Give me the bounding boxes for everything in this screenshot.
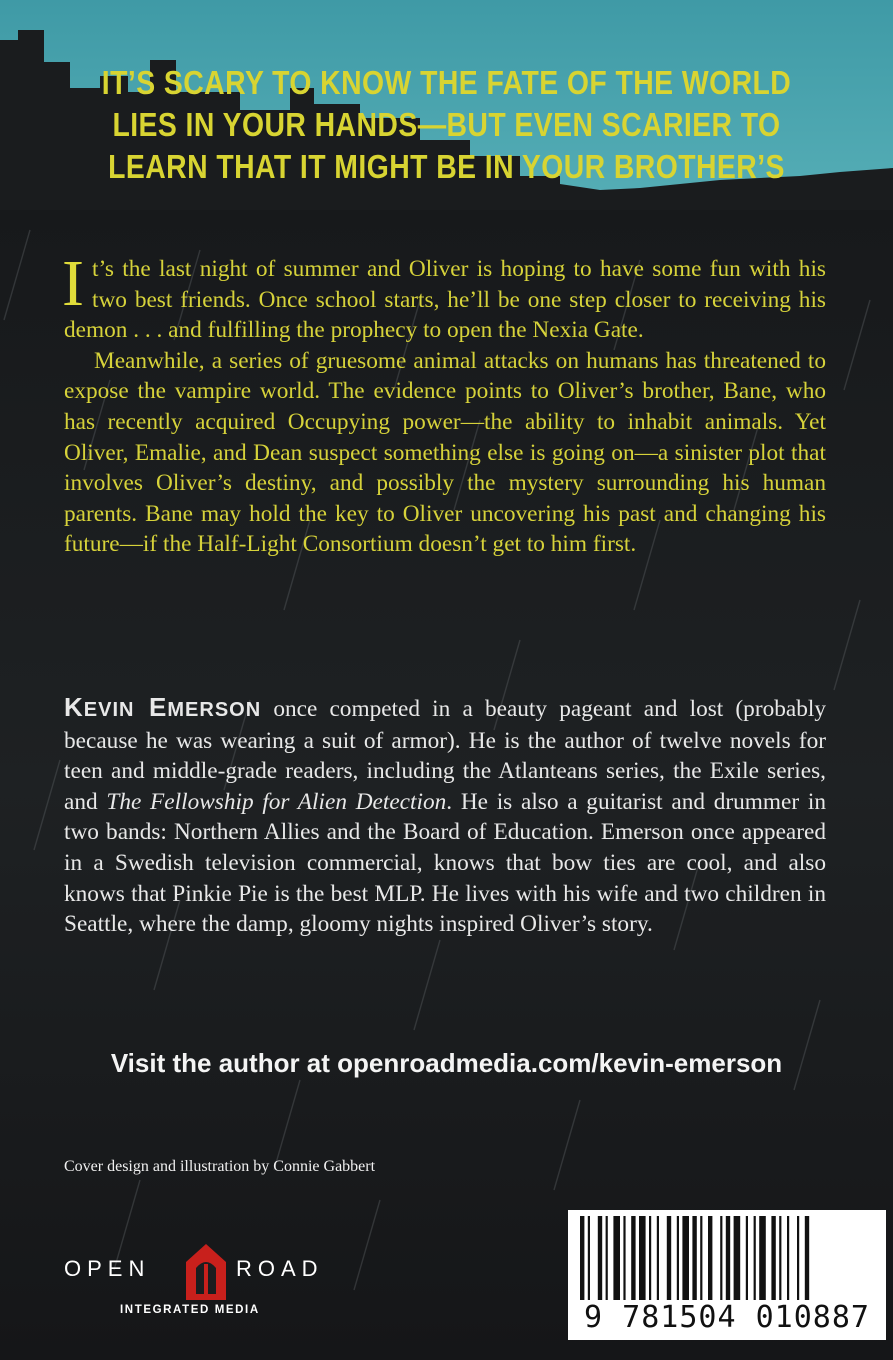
barcode-bar: [667, 1216, 671, 1300]
bio-text-1: once competed in a beauty pageant and lost (probably because he was wearing a suit of armor). He is the author of twelve novels for teen and middle-grade readers, including the Atlanteans series, the Exile series, and: [64, 696, 826, 815]
isbn-barcode: [568, 1210, 886, 1340]
author-name-first-rest: EVIN: [83, 699, 135, 721]
barcode-bar: [631, 1216, 635, 1300]
barcode-bar: [805, 1216, 809, 1300]
tagline-line-2: LIES IN YOUR HANDS—BUT EVEN SCARIER TO: [112, 106, 781, 143]
barcode-bar: [692, 1216, 696, 1300]
publisher-logo: [64, 1242, 364, 1318]
synopsis-paragraph-2: Meanwhile, a series of gruesome animal attacks on humans has threatened to expose the vampire world. The evidence points to Oliver’s brother, Bane, who has recently acquired Occupying power—the ability to inhabit animals. Yet Oliver, Emalie, and Dean suspect something else is going on—a sinister plot that involves Oliver’s destiny, and possibly the mystery surrounding his human parents. Bane may hold the key to Oliver uncovering his past and changing his future—if the Half-Light Consortium doesn’t get to him first.: [64, 347, 826, 558]
drop-cap: I: [62, 247, 84, 320]
barcode-bar: [779, 1216, 781, 1300]
barcode-bar: [734, 1216, 741, 1300]
open-road-emblem-icon: [182, 1242, 230, 1302]
barcode-bar: [787, 1216, 789, 1300]
barcode-bar: [580, 1216, 584, 1300]
barcode-bar: [797, 1216, 799, 1300]
author-website-line: Visit the author at openroadmedia.com/kevin-emerson: [110, 1048, 783, 1078]
barcode-bar: [588, 1216, 590, 1300]
barcode-bar: [682, 1216, 689, 1300]
barcode-bar: [613, 1216, 620, 1300]
barcode-bars: [576, 1216, 878, 1300]
cover-credit: Cover design and illustration by Connie Gabbert: [64, 1158, 376, 1175]
barcode-bar: [677, 1216, 679, 1300]
publisher-word-road: ROAD: [236, 1256, 324, 1281]
barcode-bar: [720, 1216, 722, 1300]
author-name-first-initial: K: [64, 692, 84, 722]
synopsis: [62, 247, 826, 560]
bio-text-2: . He is also a guitarist and drummer in two bands: Northern Allies and the Board of Education. Emerson once appeared in a Swedish television commercial, knows that bow ties are cool, and also knows that Pinkie Pie is the best MLP. He lives with his wife and two children in Seattle, where the damp, gloomy nights inspired Oliver’s story.: [64, 788, 826, 938]
author-name-last-initial: E: [149, 692, 168, 722]
author-bio: [64, 692, 826, 940]
author-bio-paragraph: [64, 692, 826, 940]
tagline: [63, 62, 831, 188]
barcode-bar: [700, 1216, 702, 1300]
barcode-bar: [639, 1216, 646, 1300]
barcode-bar: [726, 1216, 730, 1300]
tagline-line-3: LEARN THAT IT MIGHT BE IN YOUR BROTHER’S: [108, 148, 785, 185]
barcode-bar: [771, 1216, 775, 1300]
barcode-bar: [649, 1216, 651, 1300]
tagline-line-1: IT’S SCARY TO KNOW THE FATE OF THE WORLD: [101, 64, 792, 101]
publisher-subtitle: INTEGRATED MEDIA: [120, 1304, 260, 1316]
barcode-bar: [598, 1216, 602, 1300]
synopsis-paragraph-1-text: t’s the last night of summer and Oliver is hoping to have some fun with his two best friends. Once school starts, he’ll be one step closer to receiving his demon . . . and fulfilling the prophecy to open the Nexia Gate.: [64, 256, 826, 344]
author-name: [64, 692, 261, 722]
barcode-bar: [606, 1216, 608, 1300]
barcode-bar: [657, 1216, 659, 1300]
barcode-bar: [623, 1216, 625, 1300]
barcode-bar: [759, 1216, 766, 1300]
barcode-bar: [746, 1216, 748, 1300]
synopsis-paragraph-1: [62, 247, 826, 346]
publisher-word-open: OPEN: [64, 1256, 151, 1281]
barcode-bar: [708, 1216, 712, 1300]
isbn-number: 9 781504 010887: [584, 1300, 870, 1335]
author-name-last-rest: MERSON: [167, 699, 262, 721]
barcode-bar: [754, 1216, 756, 1300]
book-title: The Fellowship for Alien Detection: [106, 788, 447, 815]
